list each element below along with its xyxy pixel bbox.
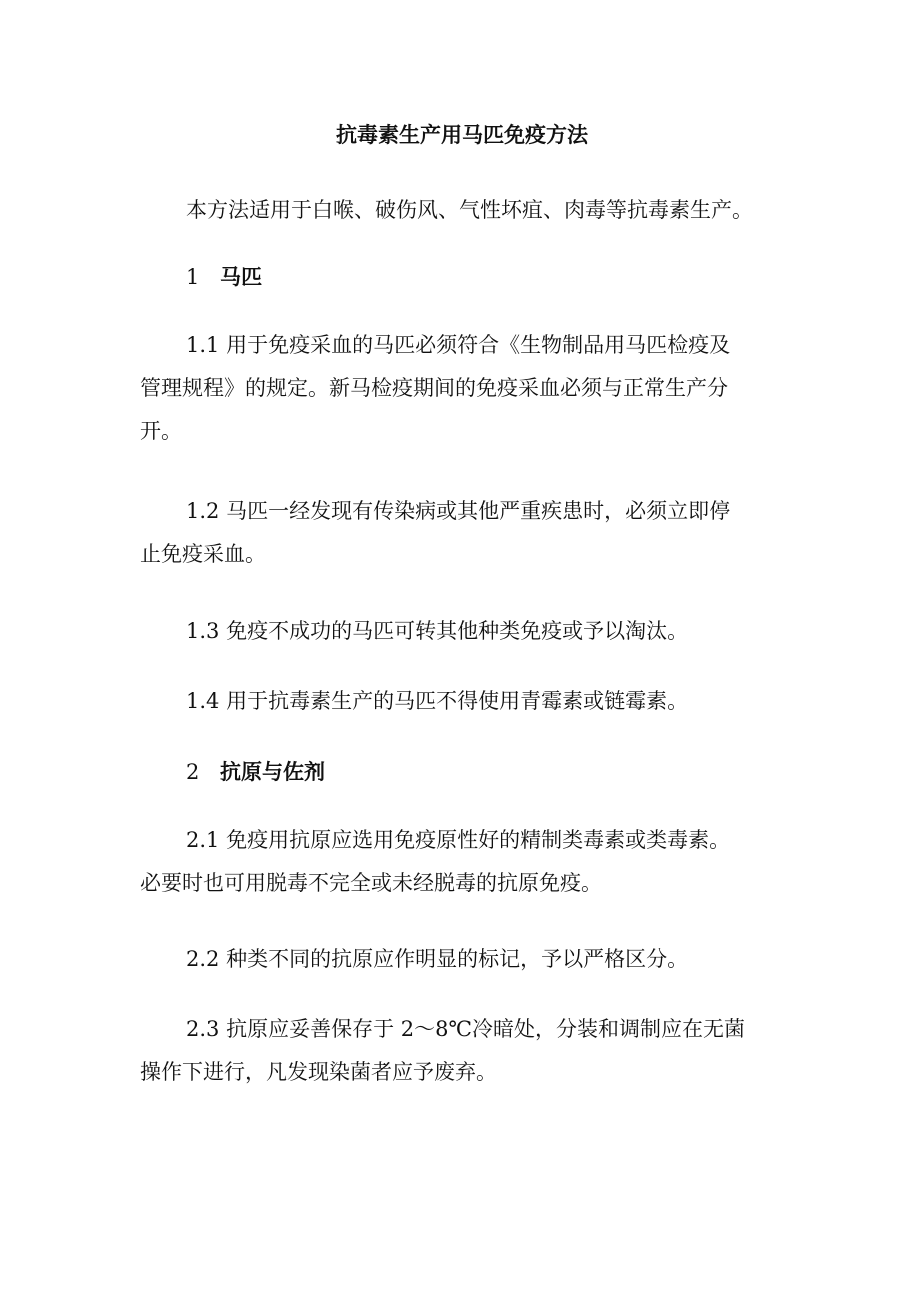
paragraph-1-4: 1.4 用于抗毒素生产的马匹不得使用青霉素或链霉素。 [186, 689, 689, 713]
paragraph-2-1-line-1: 2.1 免疫用抗原应选用免疫原性好的精制类毒素或类毒素。 [186, 828, 731, 852]
section-2-number: 2 [186, 760, 200, 784]
paragraph-1-1-line-1: 1.1 用于免疫采血的马匹必须符合《生物制品用马匹检疫及 [186, 333, 731, 357]
section-1-title: 马匹 [220, 264, 262, 289]
paragraph-1-2 [140, 490, 784, 576]
paragraph-1-1-line-2: 管理规程》的规定。新马检疫期间的免疫采血必须与正常生产分 [140, 376, 728, 400]
paragraph-1-1-line-3: 开。 [140, 419, 182, 443]
paragraph-2-1 [140, 819, 784, 905]
paragraph-2-3 [140, 1008, 784, 1094]
paragraph-1-1 [140, 324, 784, 453]
section-1-number: 1 [186, 265, 200, 289]
intro-paragraph: 本方法适用于白喉、破伤风、气性坏疽、肉毒等抗毒素生产。 [186, 198, 753, 222]
paragraph-2-1-line-2: 必要时也可用脱毒不完全或未经脱毒的抗原免疫。 [140, 871, 602, 895]
section-1-heading [186, 262, 262, 292]
paragraph-1-3: 1.3 免疫不成功的马匹可转其他种类免疫或予以淘汰。 [186, 619, 689, 643]
section-2-title: 抗原与佐剂 [220, 759, 325, 784]
document-title: 抗毒素生产用马匹免疫方法 [336, 122, 588, 147]
paragraph-2-2: 2.2 种类不同的抗原应作明显的标记，予以严格区分。 [186, 947, 689, 971]
paragraph-2-3-line-1: 2.3 抗原应妥善保存于 2～8℃冷暗处，分装和调制应在无菌 [186, 1017, 745, 1041]
paragraph-2-3-line-2: 操作下进行，凡发现染菌者应予废弃。 [140, 1060, 497, 1084]
paragraph-1-2-line-2: 止免疫采血。 [140, 542, 266, 566]
section-2-heading [186, 757, 325, 787]
paragraph-1-2-line-1: 1.2 马匹一经发现有传染病或其他严重疾患时，必须立即停 [186, 499, 731, 523]
